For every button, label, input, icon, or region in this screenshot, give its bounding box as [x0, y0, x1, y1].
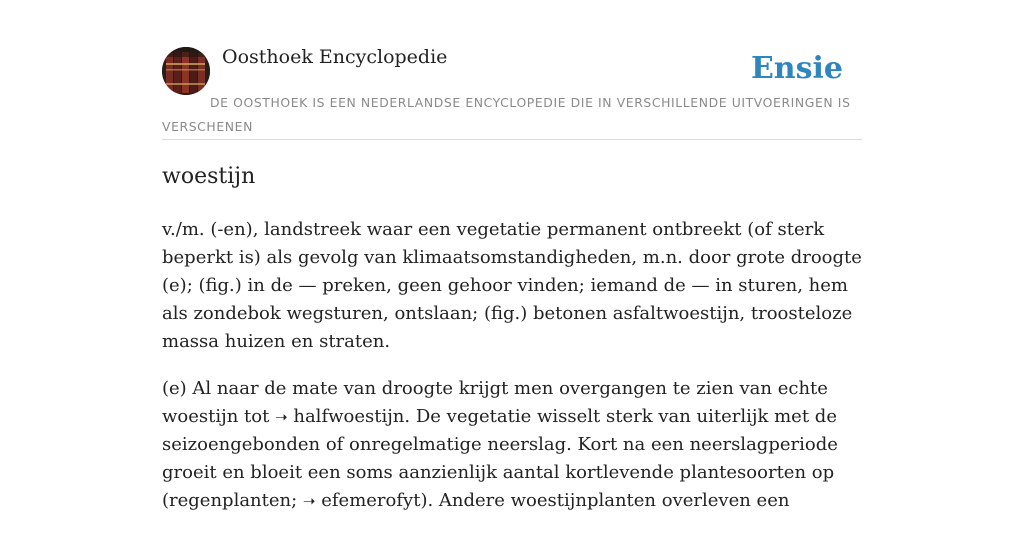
entry-paragraph	[162, 375, 862, 515]
site-title-link[interactable]: Oosthoek Encyclopedie	[222, 46, 448, 68]
page	[162, 0, 862, 511]
paragraph-text: ). Andere woestijnplanten overleven een	[420, 490, 790, 511]
entry-paragraph: v./m. (-en), landstreek waar een vegetatie permanent ontbreekt (of sterk beperkt is) als gevolg van klimaatsomstandigheden, m.n. door grote droogte (e); (fig.) in de — preken, geen gehoor vinden; iemand de — in sturen, hem als zondebok wegsturen, ontslaan; (fig.) betonen asfaltwoestijn, troosteloze massa huizen en straten.	[162, 219, 862, 352]
paragraph-text: (e) Al naar de mate van droogte krijgt men overgangen te zien van echte woestijn tot	[162, 378, 828, 427]
site-avatar[interactable]	[162, 47, 210, 95]
xref-link-halfwoestijn[interactable]	[275, 406, 404, 427]
entry-headword: woestijn	[162, 164, 256, 189]
book-spines-icon	[162, 47, 210, 95]
xref-label: efemerofyt	[321, 490, 421, 511]
ensie-logo-link[interactable]: Ensie	[750, 51, 843, 86]
arrow-right-icon: ➝	[302, 492, 316, 510]
site-header	[162, 0, 862, 140]
paragraph-text: . De vegetatie wisselt sterk van uiterlijk met de seizoengebonden of onregelmatige neerslag. Kort na een neerslagperiode groeit en bloeit een soms aanzienlijk aantal kortlevende plantesoorten op (regenplanten;	[162, 406, 838, 511]
xref-label: halfwoestijn	[293, 406, 405, 427]
arrow-right-icon: ➝	[275, 408, 288, 426]
entry-body	[162, 216, 862, 534]
site-tagline: DE OOSTHOEK IS EEN NEDERLANDSE ENCYCLOPEDIE DIE IN VERSCHILLENDE UITVOERINGEN IS VERSCHENEN	[162, 95, 851, 134]
xref-link-efemerofyt[interactable]	[303, 490, 421, 511]
